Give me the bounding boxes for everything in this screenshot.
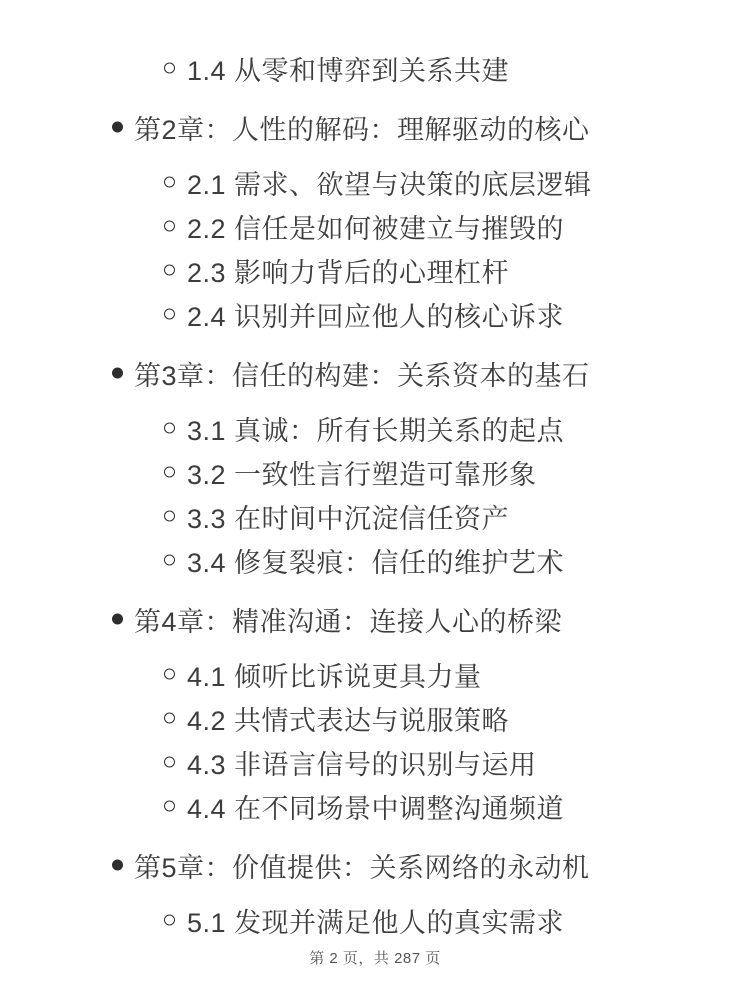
toc-item (0, 46, 750, 90)
circle-bullet-icon (164, 177, 175, 188)
disc-bullet-icon (112, 614, 123, 625)
circle-bullet-icon (164, 915, 175, 926)
circle-bullet-icon (164, 423, 175, 434)
toc-item-label: 3.4 修复裂痕：信任的维护艺术 (187, 547, 565, 578)
toc-item-label: 第5章：价值提供：关系网络的永动机 (134, 852, 590, 883)
circle-bullet-icon (164, 265, 175, 276)
toc-item (0, 292, 750, 336)
toc-item-label: 3.3 在时间中沉淀信任资产 (187, 503, 510, 534)
toc-item (0, 160, 750, 204)
circle-bullet-icon (164, 757, 175, 768)
toc-item (0, 105, 750, 149)
circle-bullet-icon (164, 713, 175, 724)
circle-bullet-icon (164, 555, 175, 566)
toc-item (0, 696, 750, 740)
toc-item (0, 784, 750, 828)
circle-bullet-icon (164, 221, 175, 232)
toc-item (0, 351, 750, 395)
circle-bullet-icon (164, 63, 175, 74)
circle-bullet-icon (164, 801, 175, 812)
toc-item-label: 1.4 从零和博弈到关系共建 (187, 55, 510, 86)
page-number-footer: 第 2 页，共 287 页 (309, 950, 441, 967)
toc-item-label: 2.3 影响力背后的心理杠杆 (187, 257, 510, 288)
circle-bullet-icon (164, 467, 175, 478)
toc-item-label: 3.2 一致性言行塑造可靠形象 (187, 459, 537, 490)
toc-item (0, 204, 750, 248)
toc-item-label: 4.3 非语言信号的识别与运用 (187, 749, 537, 780)
toc-item (0, 248, 750, 292)
toc-item-label: 5.1 发现并满足他人的真实需求 (187, 907, 565, 938)
toc-item-label: 2.1 需求、欲望与决策的底层逻辑 (187, 169, 592, 200)
toc-item-label: 2.4 识别并回应他人的核心诉求 (187, 301, 565, 332)
toc-item (0, 597, 750, 641)
toc-item (0, 406, 750, 450)
toc-item (0, 450, 750, 494)
toc-item (0, 740, 750, 784)
disc-bullet-icon (112, 368, 123, 379)
toc-item-label: 第3章：信任的构建：关系资本的基石 (134, 360, 590, 391)
circle-bullet-icon (164, 669, 175, 680)
circle-bullet-icon (164, 309, 175, 320)
toc-item (0, 538, 750, 582)
toc-item-label: 2.2 信任是如何被建立与摧毁的 (187, 213, 565, 244)
toc-item-label: 3.1 真诚：所有长期关系的起点 (187, 415, 565, 446)
toc-item-label: 第4章：精准沟通：连接人心的桥梁 (134, 606, 563, 637)
toc-item (0, 898, 750, 942)
circle-bullet-icon (164, 511, 175, 522)
toc-item (0, 652, 750, 696)
toc-item-label: 4.2 共情式表达与说服策略 (187, 705, 510, 736)
toc-item (0, 843, 750, 887)
toc-item-label: 4.4 在不同场景中调整沟通频道 (187, 793, 565, 824)
toc-item-label: 4.1 倾听比诉说更具力量 (187, 661, 482, 692)
toc-item-label: 第2章：人性的解码：理解驱动的核心 (134, 114, 590, 145)
toc-item (0, 494, 750, 538)
disc-bullet-icon (112, 860, 123, 871)
disc-bullet-icon (112, 122, 123, 133)
